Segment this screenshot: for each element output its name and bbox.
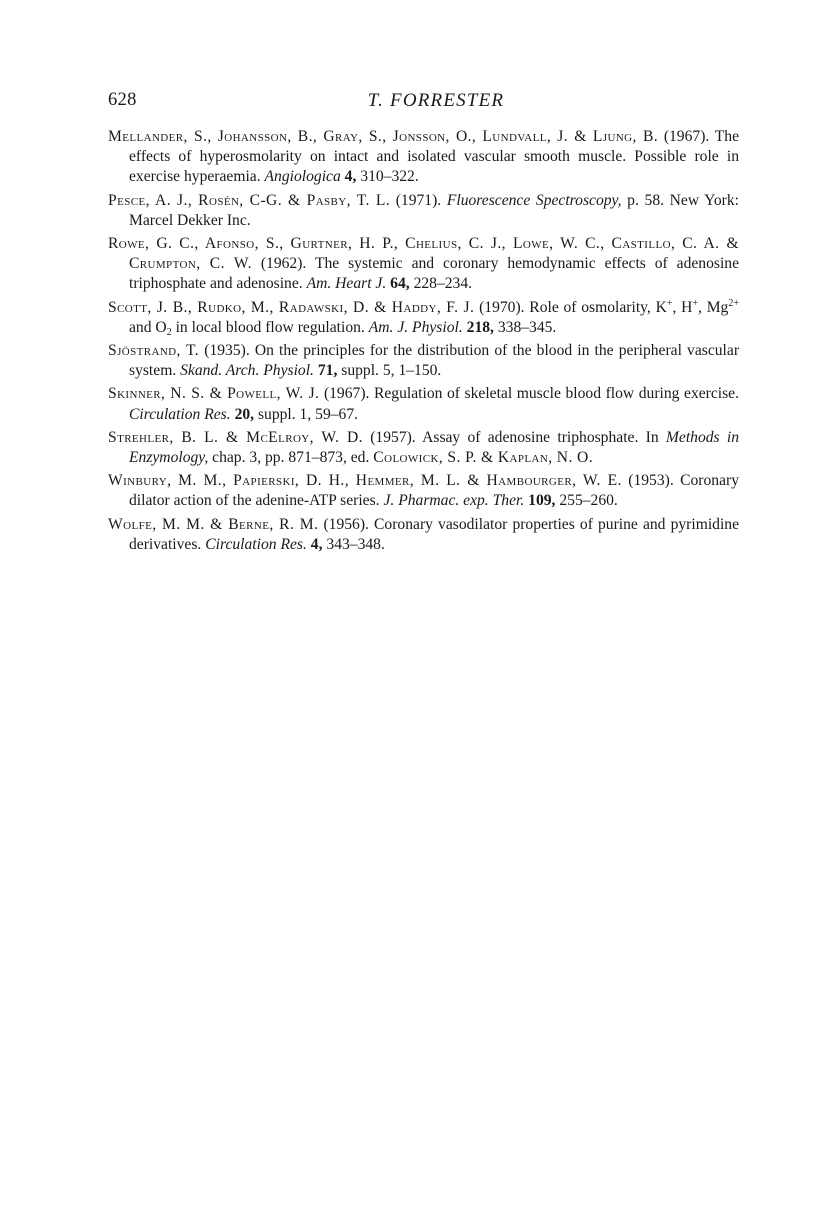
reference-list bbox=[108, 127, 739, 558]
reference-journal: Angiologica bbox=[264, 168, 341, 186]
reference-journal: Skand. Arch. Physiol. bbox=[180, 362, 314, 380]
reference-pages: 228–234. bbox=[413, 275, 473, 293]
reference-item bbox=[108, 428, 739, 468]
reference-volume: 20, bbox=[234, 405, 255, 423]
reference-volume: 109, bbox=[528, 492, 556, 510]
reference-pages: suppl. 1, 59–67. bbox=[257, 405, 359, 423]
reference-text: (1967). The effects of hyperosmolarity on intact and isolated vascular smooth muscle. Possible role in exercise hyperaemia. bbox=[129, 128, 739, 186]
reference-pages: 343–348. bbox=[326, 535, 385, 553]
reference-authors: Mellander, S., Johansson, B., Gray, S., Jonsson, O., Lundvall, J. & Ljung, B. bbox=[108, 128, 659, 145]
reference-authors: Winbury, M. M., Papierski, D. H., Hemmer, M. L. & Hambourger, W. E. bbox=[108, 472, 622, 490]
reference-text: (1962). The systemic and coronary hemodynamic effects of adenosine triphosphate and adenosine. bbox=[129, 255, 740, 293]
running-head: T. FORRESTER bbox=[367, 90, 505, 111]
page-header bbox=[108, 90, 738, 120]
reference-volume: 4, bbox=[344, 168, 357, 186]
page-number: 628 bbox=[108, 90, 137, 110]
reference-authors: Rowe, G. C., Afonso, S., Gurtner, H. P., Chelius, C. J., Lowe, W. C., Castillo, C. A. & Crumpton, C. W. bbox=[108, 235, 739, 273]
reference-volume: 71, bbox=[317, 362, 338, 380]
reference-volume: 4, bbox=[310, 535, 323, 553]
reference-text: (1953). Coronary dilator action of the adenine-ATP series. bbox=[129, 472, 739, 510]
reference-journal: Circulation Res. bbox=[205, 535, 307, 553]
reference-item bbox=[108, 515, 739, 555]
reference-pages: chap. 3, pp. 871–873, ed. bbox=[212, 449, 370, 467]
reference-pages: suppl. 5, 1–150. bbox=[341, 362, 442, 380]
reference-item bbox=[108, 471, 739, 511]
reference-authors: Pesce, A. J., Rosén, C-G. & Pasby, T. L. bbox=[108, 191, 391, 209]
reference-journal: Am. J. Physiol. bbox=[368, 318, 463, 336]
reference-authors: Wolfe, M. M. & Berne, R. M. bbox=[108, 515, 319, 533]
reference-volume: 64, bbox=[390, 275, 410, 293]
reference-journal: Fluorescence Spectroscopy, bbox=[446, 191, 622, 209]
reference-item bbox=[108, 298, 739, 338]
reference-text: (1970). Role of osmolarity, K+, H+, $Mg^{2+}$ and $O_2$ in local blood flow regulation. bbox=[129, 297, 739, 338]
reference-item bbox=[108, 127, 739, 188]
reference-authors: Sjöstrand, T. bbox=[108, 342, 200, 360]
reference-item bbox=[108, 384, 739, 424]
reference-item bbox=[108, 341, 739, 381]
reference-authors: Scott, J. B., Rudko, M., Radawski, D. & Haddy, F. J. bbox=[108, 298, 475, 316]
reference-editors: Colowick, S. P. & Kaplan, N. O. bbox=[373, 449, 594, 467]
reference-journal: Methods in Enzymology, bbox=[129, 428, 740, 467]
reference-text: (1971). bbox=[395, 191, 442, 209]
reference-text: (1967). Regulation of skeletal muscle blood flow during exercise. bbox=[323, 385, 740, 403]
reference-pages: 255–260. bbox=[559, 492, 618, 510]
reference-text: (1956). Coronary vasodilator properties of purine and pyrimidine derivatives. bbox=[129, 515, 740, 553]
reference-item bbox=[108, 191, 739, 231]
reference-journal: J. Pharmac. exp. Ther. bbox=[383, 492, 525, 510]
reference-pages: 310–322. bbox=[360, 168, 419, 186]
reference-item bbox=[108, 234, 739, 295]
reference-authors: Skinner, N. S. & Powell, W. J. bbox=[108, 385, 320, 403]
reference-text: (1957). Assay of adenosine triphosphate. In bbox=[370, 428, 659, 446]
reference-pages: 338–345. bbox=[497, 318, 557, 336]
reference-journal: Am. Heart J. bbox=[306, 275, 387, 293]
reference-text: (1935). On the principles for the distribution of the blood in the peripheral vascular system. bbox=[129, 342, 740, 380]
reference-authors: Strehler, B. L. & McElroy, W. D. bbox=[108, 428, 363, 446]
reference-journal: Circulation Res. bbox=[129, 405, 231, 423]
reference-volume: 218, bbox=[466, 318, 494, 336]
reference-pages: p. 58. New York: Marcel Dekker Inc. bbox=[129, 191, 739, 229]
